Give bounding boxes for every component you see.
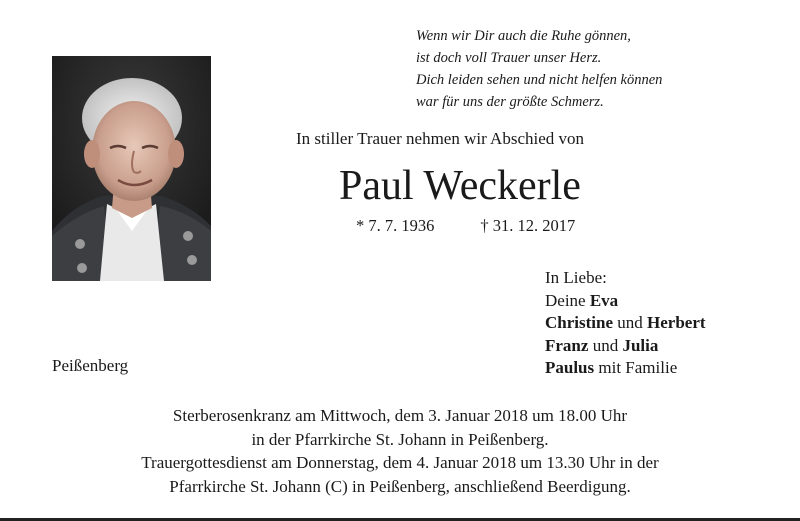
mourner-join: und	[588, 335, 623, 355]
mourner-name: Herbert	[647, 313, 706, 332]
poem-line: Dich leiden sehen und nicht helfen können	[416, 72, 663, 88]
deceased-name: Paul Weckerle	[339, 163, 581, 209]
birth-date: * 7. 7. 1936	[356, 216, 435, 235]
poem	[416, 25, 776, 113]
mourner-name: Julia	[622, 335, 659, 355]
intro-text: In stiller Trauer nehmen wir Abschied von	[296, 129, 585, 148]
mourner-line	[545, 357, 706, 380]
portrait-image	[52, 56, 211, 281]
mourner-line	[545, 335, 706, 358]
mourners-heading: In Liebe:	[545, 268, 607, 287]
life-dates	[356, 216, 575, 236]
service-line: Pfarrkirche St. Johann (C) in Peißenberg, anschließend Beerdigung.	[169, 476, 631, 496]
death-date: † 31. 12. 2017	[480, 216, 576, 235]
mourner-name: Paulus	[545, 358, 595, 377]
mourner-join: und	[613, 313, 647, 332]
mourner-prefix: Deine	[545, 290, 590, 310]
place-name: Peißenberg	[52, 356, 129, 375]
mourner-name: Christine	[545, 313, 613, 332]
poem-line: Wenn wir Dir auch die Ruhe gönnen,	[416, 28, 631, 44]
mourner-suffix: mit Familie	[594, 358, 678, 377]
mourner-name: Eva	[589, 290, 619, 310]
mourner-line	[545, 290, 706, 313]
service-line: Trauergottesdienst am Donnerstag, dem 4. Januar 2018 um 13.30 Uhr in der	[141, 453, 659, 472]
service-line: Sterberosenkranz am Mittwoch, dem 3. Januar 2018 um 18.00 Uhr	[172, 406, 628, 425]
portrait-photo	[52, 56, 211, 281]
mourner-line	[545, 312, 706, 335]
poem-line: war für uns der größte Schmerz.	[416, 94, 604, 110]
poem-line: ist doch voll Trauer unser Herz.	[416, 50, 602, 66]
service-info	[0, 404, 800, 498]
mourner-name: Franz	[545, 335, 589, 355]
mourners-list	[545, 267, 706, 380]
service-line: in der Pfarrkirche St. Johann in Peißenberg.	[251, 429, 549, 449]
